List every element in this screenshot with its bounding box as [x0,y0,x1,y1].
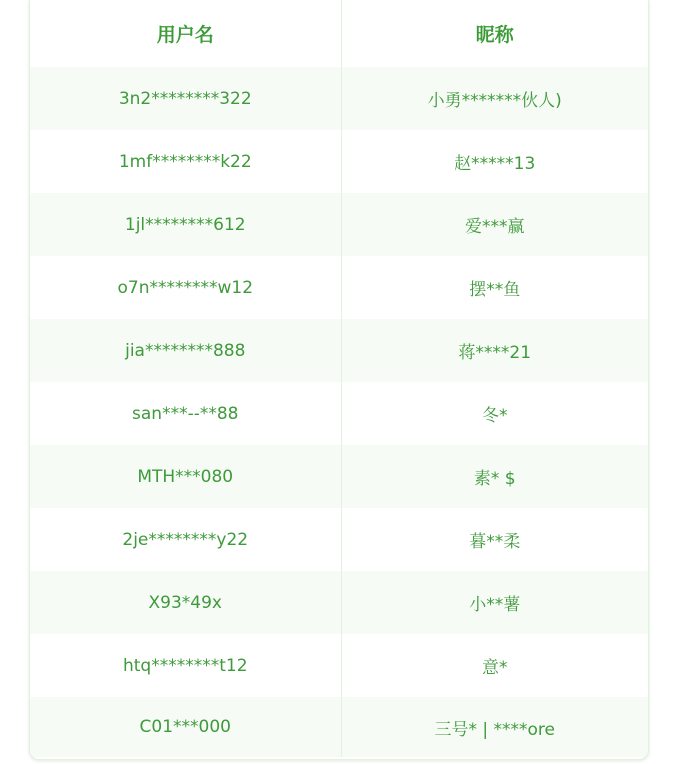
username-cell: 1mf********k22 [30,130,341,193]
nickname-cell: 摆**鱼 [341,256,648,319]
nickname-column-header: 昵称 [341,0,648,67]
table-row [30,130,648,193]
username-cell: htq********t12 [30,634,341,697]
user-table [30,0,648,757]
table-row [30,193,648,256]
nickname-cell: 素* $ [341,445,648,508]
nickname-cell: 冬* [341,382,648,445]
nickname-cell: 意* [341,634,648,697]
username-cell: X93*49x [30,571,341,634]
username-cell: C01***000 [30,697,341,757]
table-header-row [30,0,648,67]
table-row [30,445,648,508]
user-table-card [29,0,649,760]
nickname-cell: 暮**柔 [341,508,648,571]
table-row [30,508,648,571]
table-row [30,67,648,130]
nickname-cell: 小勇*******伙人) [341,67,648,130]
username-cell: 1jl********612 [30,193,341,256]
nickname-cell: 蒋****21 [341,319,648,382]
nickname-cell: 小**薯 [341,571,648,634]
username-cell: jia********888 [30,319,341,382]
table-row [30,382,648,445]
nickname-cell: 赵*****13 [341,130,648,193]
username-cell: 2je********y22 [30,508,341,571]
table-row [30,634,648,697]
table-row [30,256,648,319]
username-cell: MTH***080 [30,445,341,508]
table-row [30,571,648,634]
nickname-cell: 三号* | ****ore [341,697,648,757]
nickname-cell: 爱***赢 [341,193,648,256]
table-row [30,697,648,757]
username-cell: o7n********w12 [30,256,341,319]
username-cell: 3n2********322 [30,67,341,130]
username-cell: san***--**88 [30,382,341,445]
table-row [30,319,648,382]
username-column-header: 用户名 [30,0,341,67]
